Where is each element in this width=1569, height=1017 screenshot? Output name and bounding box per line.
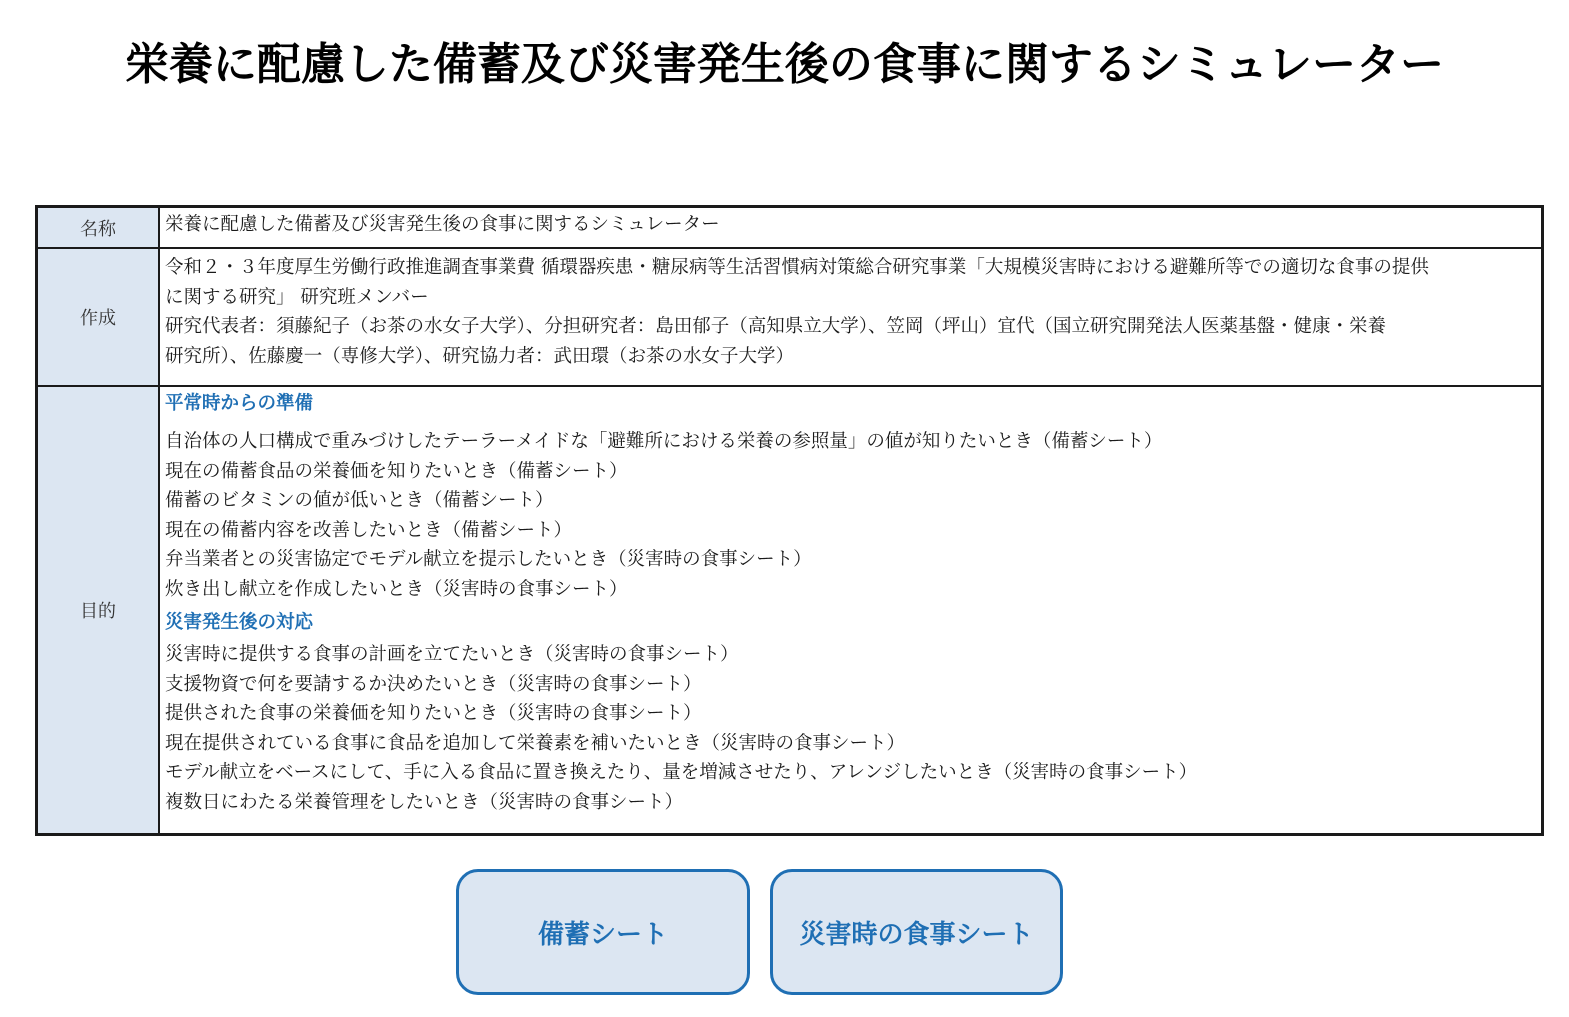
list-item: 災害時に提供する食事の計画を立てたいとき（災害時の食事シート） [165, 644, 739, 665]
list-item: 現在の備蓄食品の栄養価を知りたいとき（備蓄シート） [165, 460, 628, 482]
creator-line: 令和２・３年度厚生労働行政推進調査事業費 循環器疾患・糖尿病等生活習慣病対策総合研究事業「大規模災害時における避難所等での適切な食事の提供 [165, 257, 1429, 278]
list-item: 複数日にわたる栄養管理をしたいとき（災害時の食事シート） [165, 791, 684, 813]
list-item: 炊き出し献立を作成したいとき（災害時の食事シート） [165, 578, 628, 600]
name-label: 名称 [37, 207, 160, 249]
name-value: 栄養に配慮した備蓄及び災害発生後の食事に関するシミュレーター [159, 207, 1543, 249]
section-heading-post-disaster: 災害発生後の対応 [165, 612, 314, 633]
creator-line: 研究所）、佐藤慶一（専修大学）、研究協力者：武田環（お茶の水女子大学） [165, 345, 795, 367]
info-table [35, 205, 1544, 836]
creator-line: に関する研究」 研究班メンバー [165, 286, 429, 308]
list-item: 現在の備蓄内容を改善したいとき（備蓄シート） [165, 519, 573, 541]
list-item: 備蓄のビタミンの値が低いとき（備蓄シート） [165, 490, 554, 511]
table-row-name [37, 207, 1543, 249]
creator-value [159, 248, 1543, 386]
table-row-purpose [37, 386, 1543, 835]
purpose-label: 目的 [37, 386, 160, 835]
list-item: 自治体の人口構成で重みづけしたテーラーメイドな「避難所における栄養の参照量」の値が知りたいとき（備蓄シート） [165, 431, 1163, 452]
list-item: 現在提供されている食事に食品を追加して栄養素を補いたいとき（災害時の食事シート） [165, 732, 906, 754]
stock-sheet-button[interactable] [456, 869, 750, 995]
stock-sheet-button-label: 備蓄シート [537, 919, 668, 950]
list-item: 支援物資で何を要請するか決めたいとき（災害時の食事シート） [165, 673, 702, 695]
list-item: 提供された食事の栄養価を知りたいとき（災害時の食事シート） [165, 703, 702, 724]
page-title: 栄養に配慮した備蓄及び災害発生後の食事に関するシミュレーター [124, 39, 1445, 90]
list-item: 弁当業者との災害協定でモデル献立を提示したいとき（災害時の食事シート） [165, 549, 812, 570]
disaster-meal-sheet-button[interactable] [770, 869, 1063, 995]
creator-line: 研究代表者：須藤紀子（お茶の水女子大学）、分担研究者：島田郁子（高知県立大学）、笠岡（坪山）宜代（国立研究開発法人医薬基盤・健康・栄養 [165, 316, 1387, 337]
disaster-meal-sheet-button-label: 災害時の食事シート [799, 919, 1034, 950]
purpose-value [159, 386, 1543, 835]
creator-label: 作成 [37, 248, 160, 386]
table-row-creator [37, 248, 1543, 386]
list-item: モデル献立をベースにして、手に入る食品に置き換えたり、量を増減させたり、アレンジしたいとき（災害時の食事シート） [165, 762, 1198, 783]
section-heading-preparation: 平常時からの準備 [165, 393, 314, 414]
